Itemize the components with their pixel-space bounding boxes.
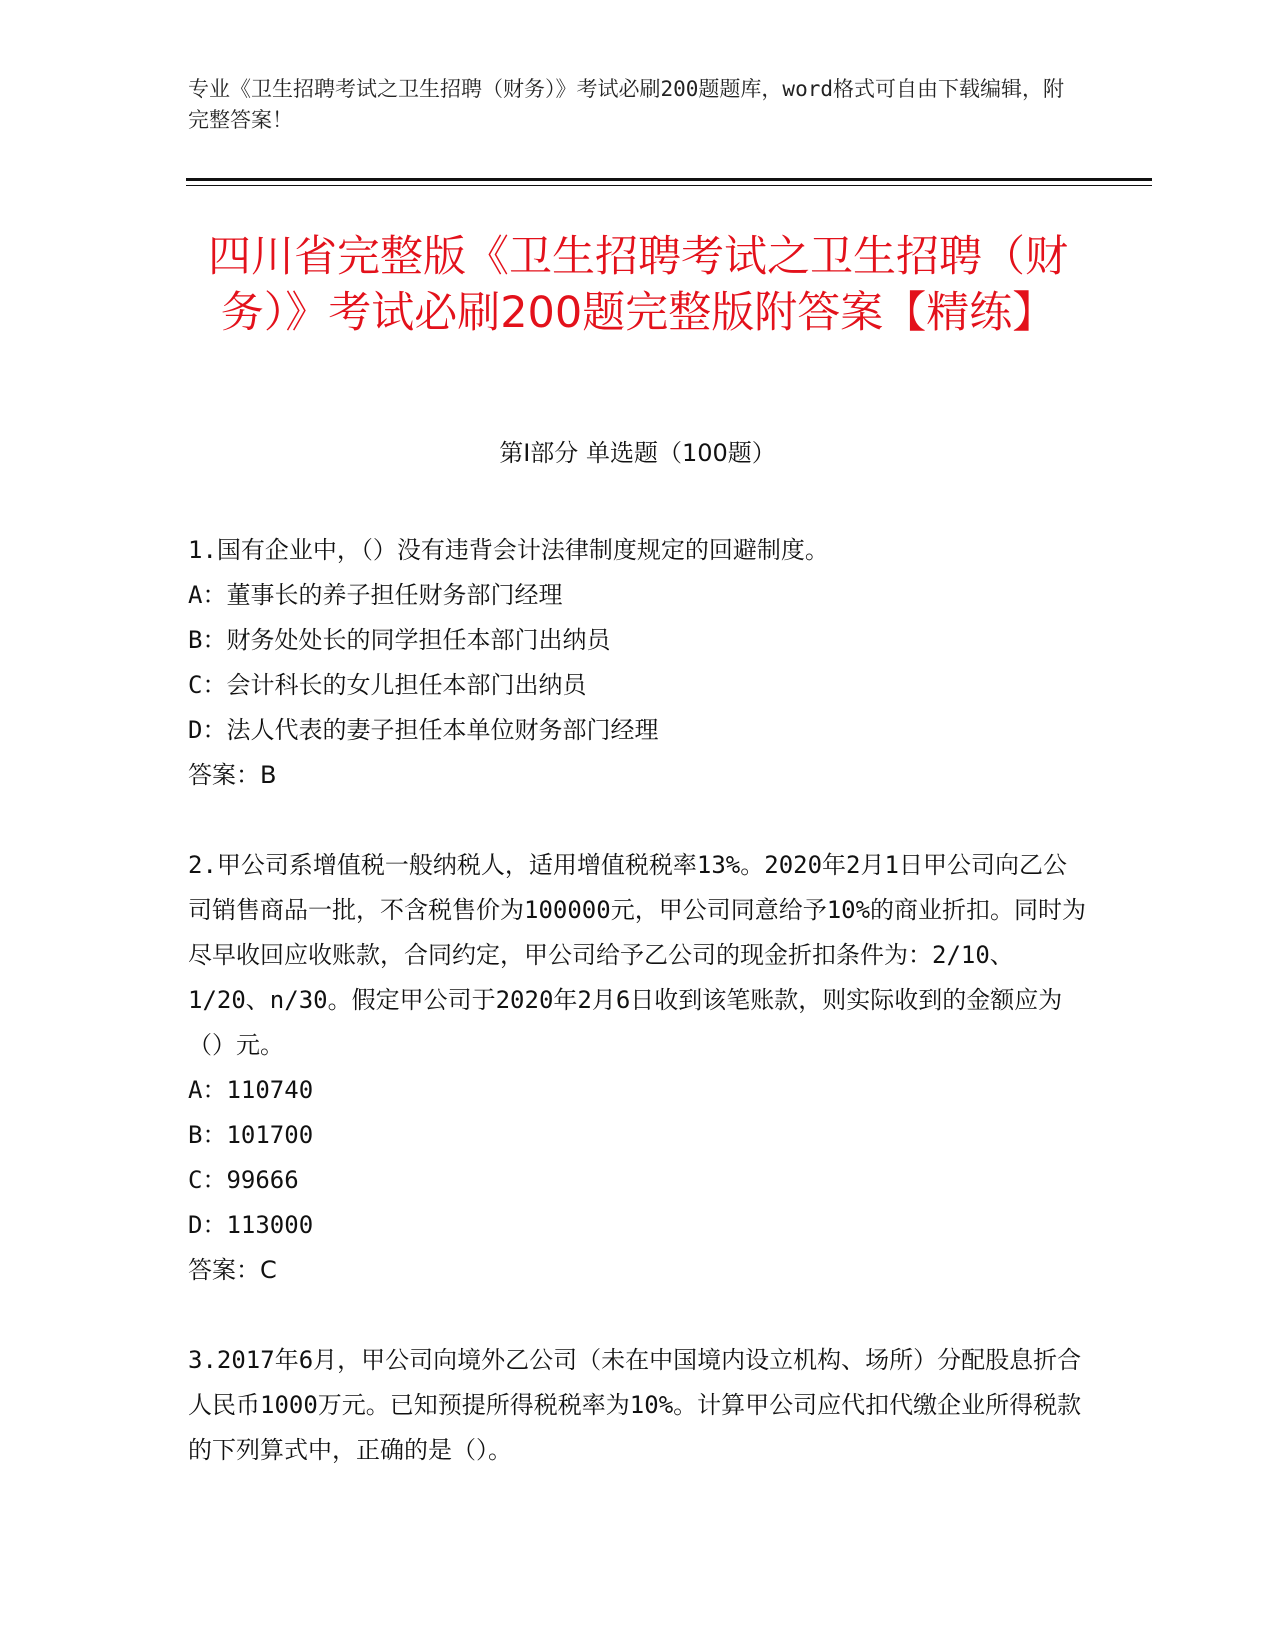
- option-c: C：会计科长的女儿担任本部门出纳员: [188, 671, 587, 699]
- header-note: 专业《卫生招聘考试之卫生招聘（财务）》考试必刷200题题库，word格式可自由下载编辑，附完整答案！: [188, 77, 1064, 132]
- question-stem: 1.国有企业中，（）没有违背会计法律制度规定的回避制度。: [188, 536, 829, 564]
- answer: 答案：B: [188, 761, 277, 789]
- question-3: [188, 1338, 1088, 1473]
- question-stem: 3.2017年6月，甲公司向境外乙公司（未在中国境内设立机构、场所）分配股息折合人民币1000万元。已知预提所得税税率为10%。计算甲公司应代扣代缴企业所得税款的下列算式中，正确的是（）。: [188, 1346, 1082, 1464]
- option-a: A：110740: [188, 1076, 314, 1104]
- option-c: C：99666: [188, 1166, 299, 1194]
- option-b: B：财务处处长的同学担任本部门出纳员: [188, 626, 611, 654]
- question-2: [188, 843, 1088, 1293]
- header-rule-thick: [186, 178, 1152, 181]
- question-spacer: [188, 1293, 1088, 1338]
- option-a: A：董事长的养子担任财务部门经理: [188, 581, 563, 609]
- section-title: 第Ⅰ部分 单选题（100题）: [499, 439, 776, 467]
- option-d: D：法人代表的妻子担任本单位财务部门经理: [188, 716, 659, 744]
- questions-list: [188, 528, 1088, 1473]
- option-b: B：101700: [188, 1121, 314, 1149]
- question-spacer: [188, 798, 1088, 843]
- question-1: [188, 528, 1088, 798]
- question-stem: 2.甲公司系增值税一般纳税人，适用增值税税率13%。2020年2月1日甲公司向乙公司销售商品一批，不含税售价为100000元，甲公司同意给予10%的商业折扣。同时为尽早收回应收账款，合同约定，甲公司给予乙公司的现金折扣条件为：2/10、1/20、n/30。假定甲公司于2020年2月6日收到该笔账款，则实际收到的金额应为（）元。: [188, 851, 1087, 1059]
- header-rule-thin: [186, 185, 1152, 186]
- document-title: 四川省完整版《卫生招聘考试之卫生招聘（财务）》考试必刷200题完整版附答案【精练】: [208, 231, 1068, 338]
- answer: 答案：C: [188, 1256, 277, 1284]
- option-d: D：113000: [188, 1211, 314, 1239]
